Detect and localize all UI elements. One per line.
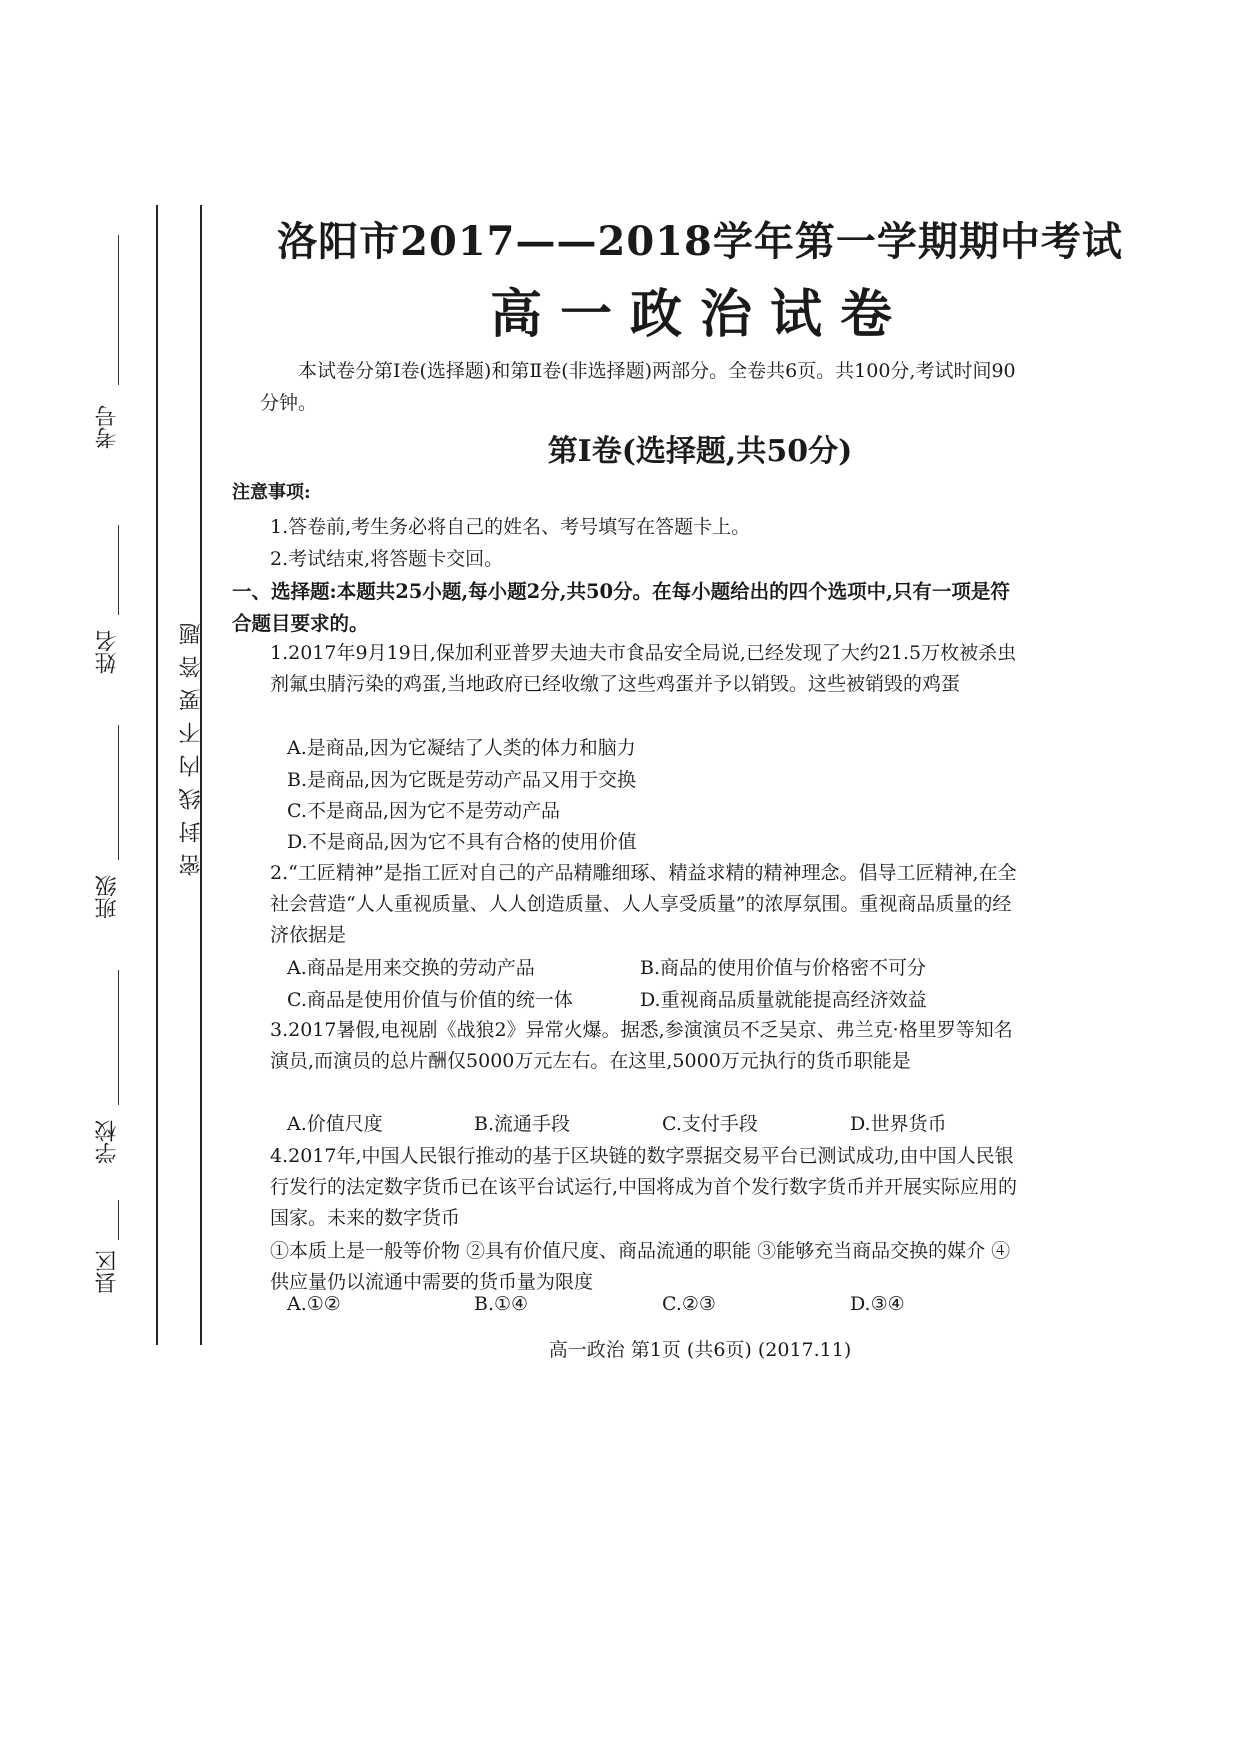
section-title: 第Ⅰ卷(选择题,共50分) [547,434,853,469]
question-1-option-c: C.不是商品,因为它不是劳动产品 [287,800,560,822]
exam-intro: 本试卷分第Ⅰ卷(选择题)和第Ⅱ卷(非选择题)两部分。全卷共6页。共100分,考试时间90分钟。 [260,360,1016,414]
question-stem: 2.“工匠精神”是指工匠对自己的产品精雕细琢、精益求精的精神理念。倡导工匠精神,在全社会营造“人人重视质量、人人创造质量、人人享受质量”的浓厚氛围。重视商品质量的经济依据是 [270,862,1017,946]
section-instruction: 一、选择题:本题共25小题,每小题2分,共50分。在每小题给出的四个选项中,只有一项是符合题目要求的。 [232,580,1010,635]
question-1-option-b: B.是商品,因为它既是劳动产品又用于交换 [287,769,637,791]
question-2-stem [270,858,1020,951]
question-3-option-d: D.世界货币 [850,1113,947,1135]
field-school [88,970,128,1190]
question-3-option-a: A.价值尺度 [287,1113,383,1135]
field-line [118,235,119,385]
question-stem: 4.2017年,中国人民银行推动的基于区块链的数字票据交易平台已测试成功,由中国人民银行发行的法定数字货币已在该平台试运行,中国将成为首个发行数字货币并开展实际应用的国家。未来的数字货币 [270,1145,1018,1229]
question-4-stem [270,1141,1020,1298]
question-statements: ①本质上是一般等价物 ②具有价值尺度、商品流通的职能 ③能够充当商品交换的媒介 ④供应量仍以流通中需要的货币量为限度 [270,1240,1011,1293]
field-label: 班级 [95,875,120,919]
question-1-stem [270,638,1020,700]
field-label: 姓名 [95,630,120,674]
field-district [88,1200,128,1300]
field-exam-number [88,235,128,485]
question-4-option-c: C.②③ [662,1293,716,1315]
field-class [88,725,128,955]
exam-title: 洛阳市2017——2018学年第一学期期中考试 [277,218,1123,265]
binding-line-outer [156,205,158,1345]
question-4-option-a: A.①② [287,1293,341,1315]
field-line [118,725,119,860]
field-label: 考号 [95,405,120,449]
seal-line-notice: 密封线内不要答题 [179,612,204,876]
question-stem: 3.2017暑假,电视剧《战狼2》异常火爆。据悉,参演演员不乏吴京、弗兰克·格里罗等知名演员,而演员的总片酬仅5000万元左右。在这里,5000万元执行的货币职能是 [270,1019,1013,1072]
notice-item: 2.考试结束,将答题卡交回。 [270,548,504,570]
question-2-option-d: D.重视商品质量就能提高经济效益 [640,989,927,1011]
field-line [118,970,119,1105]
question-2-option-b: B.商品的使用价值与价格密不可分 [640,957,927,979]
field-name [88,525,128,705]
page-footer: 高一政治 第1页 (共6页) (2017.11) [548,1339,852,1361]
notice-heading: 注意事项: [232,482,311,503]
question-3-option-c: C.支付手段 [662,1113,758,1135]
question-3-option-b: B.流通手段 [474,1113,571,1135]
field-line [118,1200,119,1240]
field-label: 县区 [95,1250,120,1294]
paper-title: 高一政治试卷 [489,284,910,345]
question-1-option-d: D.不是商品,因为它不具有合格的使用价值 [287,831,637,853]
question-2-option-c: C.商品是使用价值与价值的统一体 [287,989,573,1011]
notice-item: 1.答卷前,考生务必将自己的姓名、考号填写在答题卡上。 [270,516,751,538]
question-2-option-a: A.商品是用来交换的劳动产品 [287,957,535,979]
question-1-option-a: A.是商品,因为它凝结了人类的体力和脑力 [287,737,636,759]
question-3-stem [270,1015,1020,1077]
field-line [118,525,119,615]
question-stem: 1.2017年9月19日,保加利亚普罗夫迪夫市食品安全局说,已经发现了大约21.5万枚被杀虫剂氟虫腈污染的鸡蛋,当地政府已经收缴了这些鸡蛋并予以销毁。这些被销毁的鸡蛋 [270,642,1017,695]
field-label: 学校 [95,1120,120,1164]
question-4-option-d: D.③④ [850,1293,905,1315]
question-4-option-b: B.①④ [474,1293,529,1315]
